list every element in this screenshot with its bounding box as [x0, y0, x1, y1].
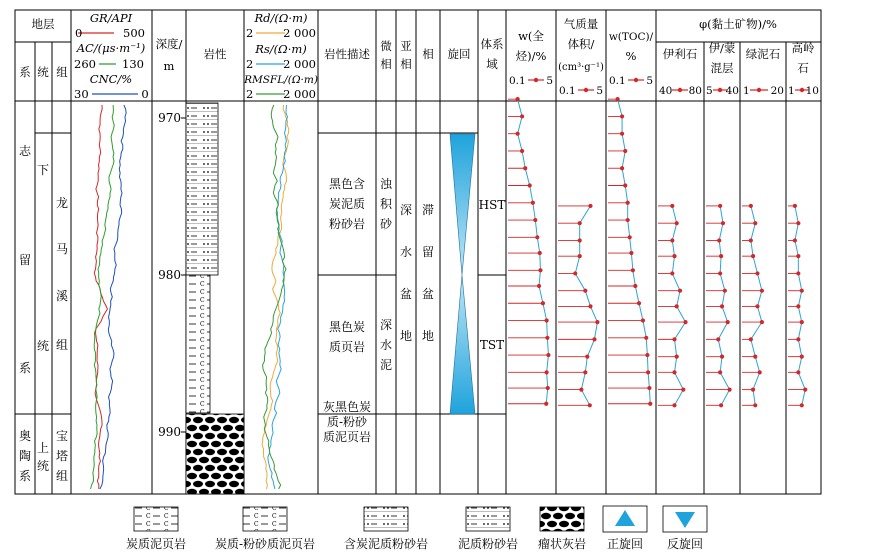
kaolinite-label-2: 石: [797, 61, 809, 75]
kaolinite-point: [796, 271, 800, 275]
lith-desc-header: 岩性描述: [324, 47, 370, 61]
facies-3: 地: [421, 329, 435, 343]
kaolinite-point: [793, 238, 797, 242]
tract-header-1: 体系: [480, 37, 504, 51]
gas-vol-label-1: 气质量: [563, 17, 599, 31]
middle-desc-0: 黑色炭: [328, 320, 366, 334]
kaolinite-label-1: 高岭: [791, 41, 815, 55]
gas-volume-point: [578, 254, 582, 258]
depth-tick-980: 980: [158, 268, 181, 282]
mixed-layer-point: [726, 320, 730, 324]
toc-label-1: w(TOC)/: [608, 31, 654, 43]
mixed-layer-point: [718, 271, 722, 275]
mixed-layer-point: [720, 304, 724, 308]
mixed-layer-point: [720, 355, 724, 359]
legend-swatch-carb-shale: [134, 507, 178, 531]
toc-point: [626, 218, 630, 222]
group-lower-0: 宝: [55, 429, 69, 443]
chlorite-point: [755, 304, 759, 308]
illite-min: 40: [659, 85, 673, 97]
middle-desc-1: 质页岩: [328, 340, 366, 354]
chlorite-point: [753, 221, 757, 225]
system-upper-1: 留: [18, 253, 32, 267]
gas-vol-label-2: 体积/: [567, 37, 595, 51]
illite-point: [672, 403, 676, 407]
depth-unit: m: [163, 59, 175, 73]
mixed-layer-point: [718, 370, 722, 374]
chlorite-min: 1: [743, 85, 750, 97]
subfacies-2: 盆: [399, 287, 413, 301]
illite-point: [672, 254, 676, 258]
toc-point: [620, 114, 624, 118]
kaolinite-point: [796, 221, 800, 225]
toc-point: [633, 284, 637, 288]
toc-point: [626, 201, 630, 205]
kaolinite-point: [793, 204, 797, 208]
kaolinite-point: [800, 320, 804, 324]
facies-1: 留: [421, 245, 435, 259]
toc-min: 0.1: [609, 75, 626, 87]
mixed-layer-point: [719, 254, 723, 258]
data-tracks: [508, 97, 807, 407]
gas-total-point: [538, 251, 542, 255]
subfacies-0: 深: [399, 203, 413, 217]
ac-min: 260: [74, 57, 96, 71]
upper-micro-1: 积: [379, 197, 393, 211]
gas-total-point: [516, 132, 520, 136]
mixed-label-2: 混层: [710, 61, 734, 75]
facies-header: 相: [422, 47, 434, 61]
chlorite-point: [755, 271, 759, 275]
series-upper-0: 下: [36, 163, 50, 177]
illite-point: [670, 204, 674, 208]
series-header: 统: [37, 65, 49, 79]
illite-point: [681, 388, 685, 392]
ac-label: AC/(μs·m⁻¹): [76, 41, 146, 55]
illite-point: [672, 370, 676, 374]
group-upper-3: 组: [55, 338, 69, 352]
lithology-header: 岩性: [203, 47, 227, 61]
legend-label-down: 反旋回: [666, 537, 704, 551]
strata-header: 地层: [31, 17, 55, 31]
middle-micro-0: 深: [379, 318, 393, 332]
rmsfl-min: 2: [246, 87, 254, 101]
header: [19, 0, 819, 101]
clay-title: φ(黏土矿物)/%: [699, 17, 777, 31]
toc-point: [616, 97, 620, 101]
group-upper-0: 龙: [55, 196, 69, 210]
gas-total-point: [520, 114, 524, 118]
illite-point: [670, 271, 674, 275]
gas-volume-point: [595, 320, 599, 324]
toc-point: [623, 149, 627, 153]
legend-swatch-nodular-limestone: [540, 507, 584, 531]
cycle-header: 旋回: [447, 47, 471, 61]
depth-tick-990: 990: [158, 425, 181, 439]
illite-point: [670, 238, 674, 242]
toc-point: [637, 301, 641, 305]
subfacies-1: 水: [399, 245, 413, 259]
gas-total-point: [541, 301, 545, 305]
toc-point: [631, 268, 635, 272]
legend-label-nodular-limestone: 瘤状灰岩: [537, 537, 587, 551]
chlorite-point: [760, 320, 764, 324]
mixed-layer-point: [716, 337, 720, 341]
gas-volume-point: [588, 204, 592, 208]
gas-total-label-2: 烃)/%: [515, 49, 547, 63]
lith-nodular-limestone: [186, 414, 244, 494]
group-lower-2: 组: [55, 469, 69, 483]
upper-desc-1: 炭泥质: [328, 197, 366, 211]
toc-point: [646, 370, 650, 374]
ac-max: 130: [122, 57, 144, 71]
rs-label: Rs/(Ω·m): [255, 42, 307, 56]
gas-total-point: [545, 336, 549, 340]
mixed-max: 40: [725, 85, 739, 97]
system-header: 系: [19, 65, 31, 79]
kaolinite-point: [800, 289, 804, 293]
lower-desc-1: 质-粉砂: [326, 415, 368, 429]
gas-total-point: [546, 353, 550, 357]
regressive-cycle-icon: [450, 134, 475, 275]
gas-volume-profile: [575, 206, 597, 405]
lithology-column: [186, 103, 244, 494]
upper-micro-2: 砂: [379, 217, 393, 231]
gas-total-point: [533, 218, 537, 222]
gas-vol-max: 5: [596, 85, 603, 97]
gr-min: 0: [75, 26, 83, 40]
lith-siltstone: [186, 103, 218, 275]
transgressive-cycle-icon: [450, 275, 475, 414]
legend-swatch-carb-argill-siltstone: [364, 507, 408, 531]
facies-0: 滞: [421, 203, 435, 217]
mixed-layer-point: [727, 388, 731, 392]
chlorite-point: [749, 337, 753, 341]
toc-max: 5: [646, 75, 653, 87]
mixed-layer-point: [719, 403, 723, 407]
toc-point: [628, 235, 632, 239]
illite-max: 80: [688, 85, 702, 97]
gas-volume-point: [588, 403, 592, 407]
legend: [126, 506, 707, 551]
microfacies-header-2: 相: [380, 57, 392, 71]
gas-volume-point: [592, 337, 596, 341]
group-lower-1: 塔: [55, 449, 69, 463]
toc-point: [641, 318, 645, 322]
gas-vol-label-3: (cm³·g⁻¹): [558, 62, 604, 73]
group-upper-2: 溪: [55, 289, 69, 303]
system-upper-0: 志: [18, 144, 32, 158]
upper-desc-2: 粉砂岩: [328, 217, 366, 231]
mixed-layer-point: [721, 221, 725, 225]
chlorite-point: [749, 238, 753, 242]
gas-volume-point: [583, 289, 587, 293]
legend-label-up: 正旋回: [606, 537, 644, 551]
gas-total-point: [545, 318, 549, 322]
stratigraphy: [19, 143, 68, 483]
chlorite-point: [760, 289, 764, 293]
gas-total-max: 5: [546, 75, 553, 87]
gr-max: 500: [123, 26, 145, 40]
toc-profile: [618, 99, 651, 404]
gas-volume-point: [573, 271, 577, 275]
cnc-min: 30: [74, 87, 89, 101]
illite-point: [675, 355, 679, 359]
toc-point: [645, 353, 649, 357]
gas-total-point: [520, 149, 524, 153]
kaolinite-point: [800, 403, 804, 407]
legend-label-carb-silty-shale: 炭质-粉砂质泥页岩: [214, 537, 316, 551]
lith-carb-shale: [186, 275, 210, 413]
illite-point: [672, 337, 676, 341]
legend-label-carb-shale: 炭质泥页岩: [125, 537, 187, 551]
kaolinite-point: [796, 254, 800, 258]
illite-label: 伊利石: [662, 47, 698, 61]
illite-point: [683, 320, 687, 324]
rmsfl-label: RMSFL/(Ω·m): [244, 74, 318, 86]
series-lower-1: 统: [36, 459, 50, 473]
gas-total-point: [545, 370, 549, 374]
series-lower-0: 上: [36, 441, 50, 455]
gas-volume-point: [578, 238, 582, 242]
middle-micro-2: 泥: [379, 358, 393, 372]
gas-volume-point: [583, 370, 587, 374]
rs-max: 2 000: [283, 57, 316, 71]
mixed-layer-point: [718, 204, 722, 208]
illite-point: [678, 289, 682, 293]
tract-tst: TST: [479, 338, 505, 352]
gas-volume-point: [579, 388, 583, 392]
legend-label-carb-argill-siltstone: 含炭泥质粉砂岩: [343, 537, 429, 551]
chlorite-label: 绿泥石: [745, 47, 781, 61]
gas-total-min: 0.1: [509, 75, 526, 87]
chlorite-point: [751, 254, 755, 258]
kaolinite-point: [803, 388, 807, 392]
depth-tick-970: 970: [158, 111, 181, 125]
system-lower-2: 系: [18, 469, 32, 483]
facies-2: 盆: [421, 287, 435, 301]
toc-point: [620, 132, 624, 136]
mixed-layer-point: [717, 238, 721, 242]
toc-point: [620, 166, 624, 170]
kaolinite-point: [796, 337, 800, 341]
kaolinite-point: [796, 304, 800, 308]
chlorite-point: [758, 370, 762, 374]
rd-min: 2: [246, 26, 254, 40]
upper-desc-0: 黑色含: [328, 177, 366, 191]
illite-point: [675, 304, 679, 308]
toc-point: [623, 183, 627, 187]
gas-total-point: [535, 235, 539, 239]
toc-point: [644, 336, 648, 340]
gas-total-point: [537, 284, 541, 288]
chlorite-point: [749, 204, 753, 208]
toc-point: [648, 402, 652, 406]
gas-total-point: [531, 201, 535, 205]
subfacies-header-2: 相: [400, 57, 412, 71]
middle-micro-1: 水: [379, 338, 393, 352]
cycle-column: [450, 134, 475, 414]
gas-total-point: [544, 402, 548, 406]
microfacies-header-1: 微: [380, 39, 392, 53]
subfacies-3: 地: [399, 329, 413, 343]
system-lower-1: 陶: [18, 449, 32, 463]
gas-total-point: [528, 183, 532, 187]
legend-label-argill-siltstone: 泥质粉砂岩: [457, 537, 519, 551]
rmsfl-max: 2 000: [283, 87, 316, 101]
cnc-max: 0: [141, 87, 149, 101]
kaolinite-min: 1: [788, 85, 795, 97]
toc-point: [629, 251, 633, 255]
gas-total-label-1: w(全: [518, 29, 544, 43]
gas-total-point: [516, 97, 520, 101]
system-lower-0: 奥: [18, 429, 32, 443]
gas-volume-point: [585, 355, 589, 359]
gas-total-point: [523, 166, 527, 170]
gas-total-profile: [518, 99, 549, 404]
group-header: 组: [56, 65, 68, 79]
illite-profile: [672, 206, 685, 405]
kaolinite-point: [796, 370, 800, 374]
rd-label: Rd/(Ω·m): [254, 11, 308, 25]
gr-label: GR/API: [89, 11, 133, 25]
legend-swatch-carb-silty-shale: [243, 507, 287, 531]
gas-total-point: [538, 268, 542, 272]
toc-label-2: %: [625, 49, 637, 63]
gas-total-point: [546, 386, 550, 390]
cnc-label: CNC/%: [89, 72, 133, 86]
mixed-label-1: 伊/蒙: [708, 41, 736, 55]
group-upper-1: 马: [55, 242, 69, 256]
depth-axis: [158, 111, 186, 439]
cnc-curve: [100, 105, 126, 489]
kaolinite-point: [800, 355, 804, 359]
upper-micro-0: 浊: [379, 177, 393, 191]
chlorite-point: [751, 388, 755, 392]
rs-min: 2: [246, 57, 254, 71]
system-upper-2: 系: [18, 361, 32, 375]
rmsfl-curve: [263, 105, 286, 489]
legend-swatch-argill-siltstone: [466, 507, 510, 531]
series-upper-1: 统: [36, 339, 50, 353]
tract-hst: HST: [478, 198, 506, 212]
toc-point: [647, 386, 651, 390]
mixed-min: 5: [706, 85, 713, 97]
rs-curve: [268, 105, 288, 489]
chlorite-point: [753, 355, 757, 359]
chlorite-point: [753, 403, 757, 407]
gas-volume-point: [588, 304, 592, 308]
tract-header-2: 域: [486, 57, 498, 71]
lower-desc-2: 质泥页岩: [322, 430, 372, 444]
subfacies-header-1: 亚: [400, 39, 412, 53]
gas-vol-min: 0.1: [559, 85, 576, 97]
gas-volume-point: [578, 221, 582, 225]
illite-point: [675, 221, 679, 225]
chlorite-max: 20: [770, 85, 784, 97]
rd-max: 2 000: [283, 26, 316, 40]
depth-header: 深度/: [155, 37, 183, 51]
kaolinite-max: 10: [805, 85, 819, 97]
lower-desc-0: 灰黑色炭: [322, 400, 372, 414]
mixed-layer-point: [723, 289, 727, 293]
table-frame: [15, 10, 821, 494]
